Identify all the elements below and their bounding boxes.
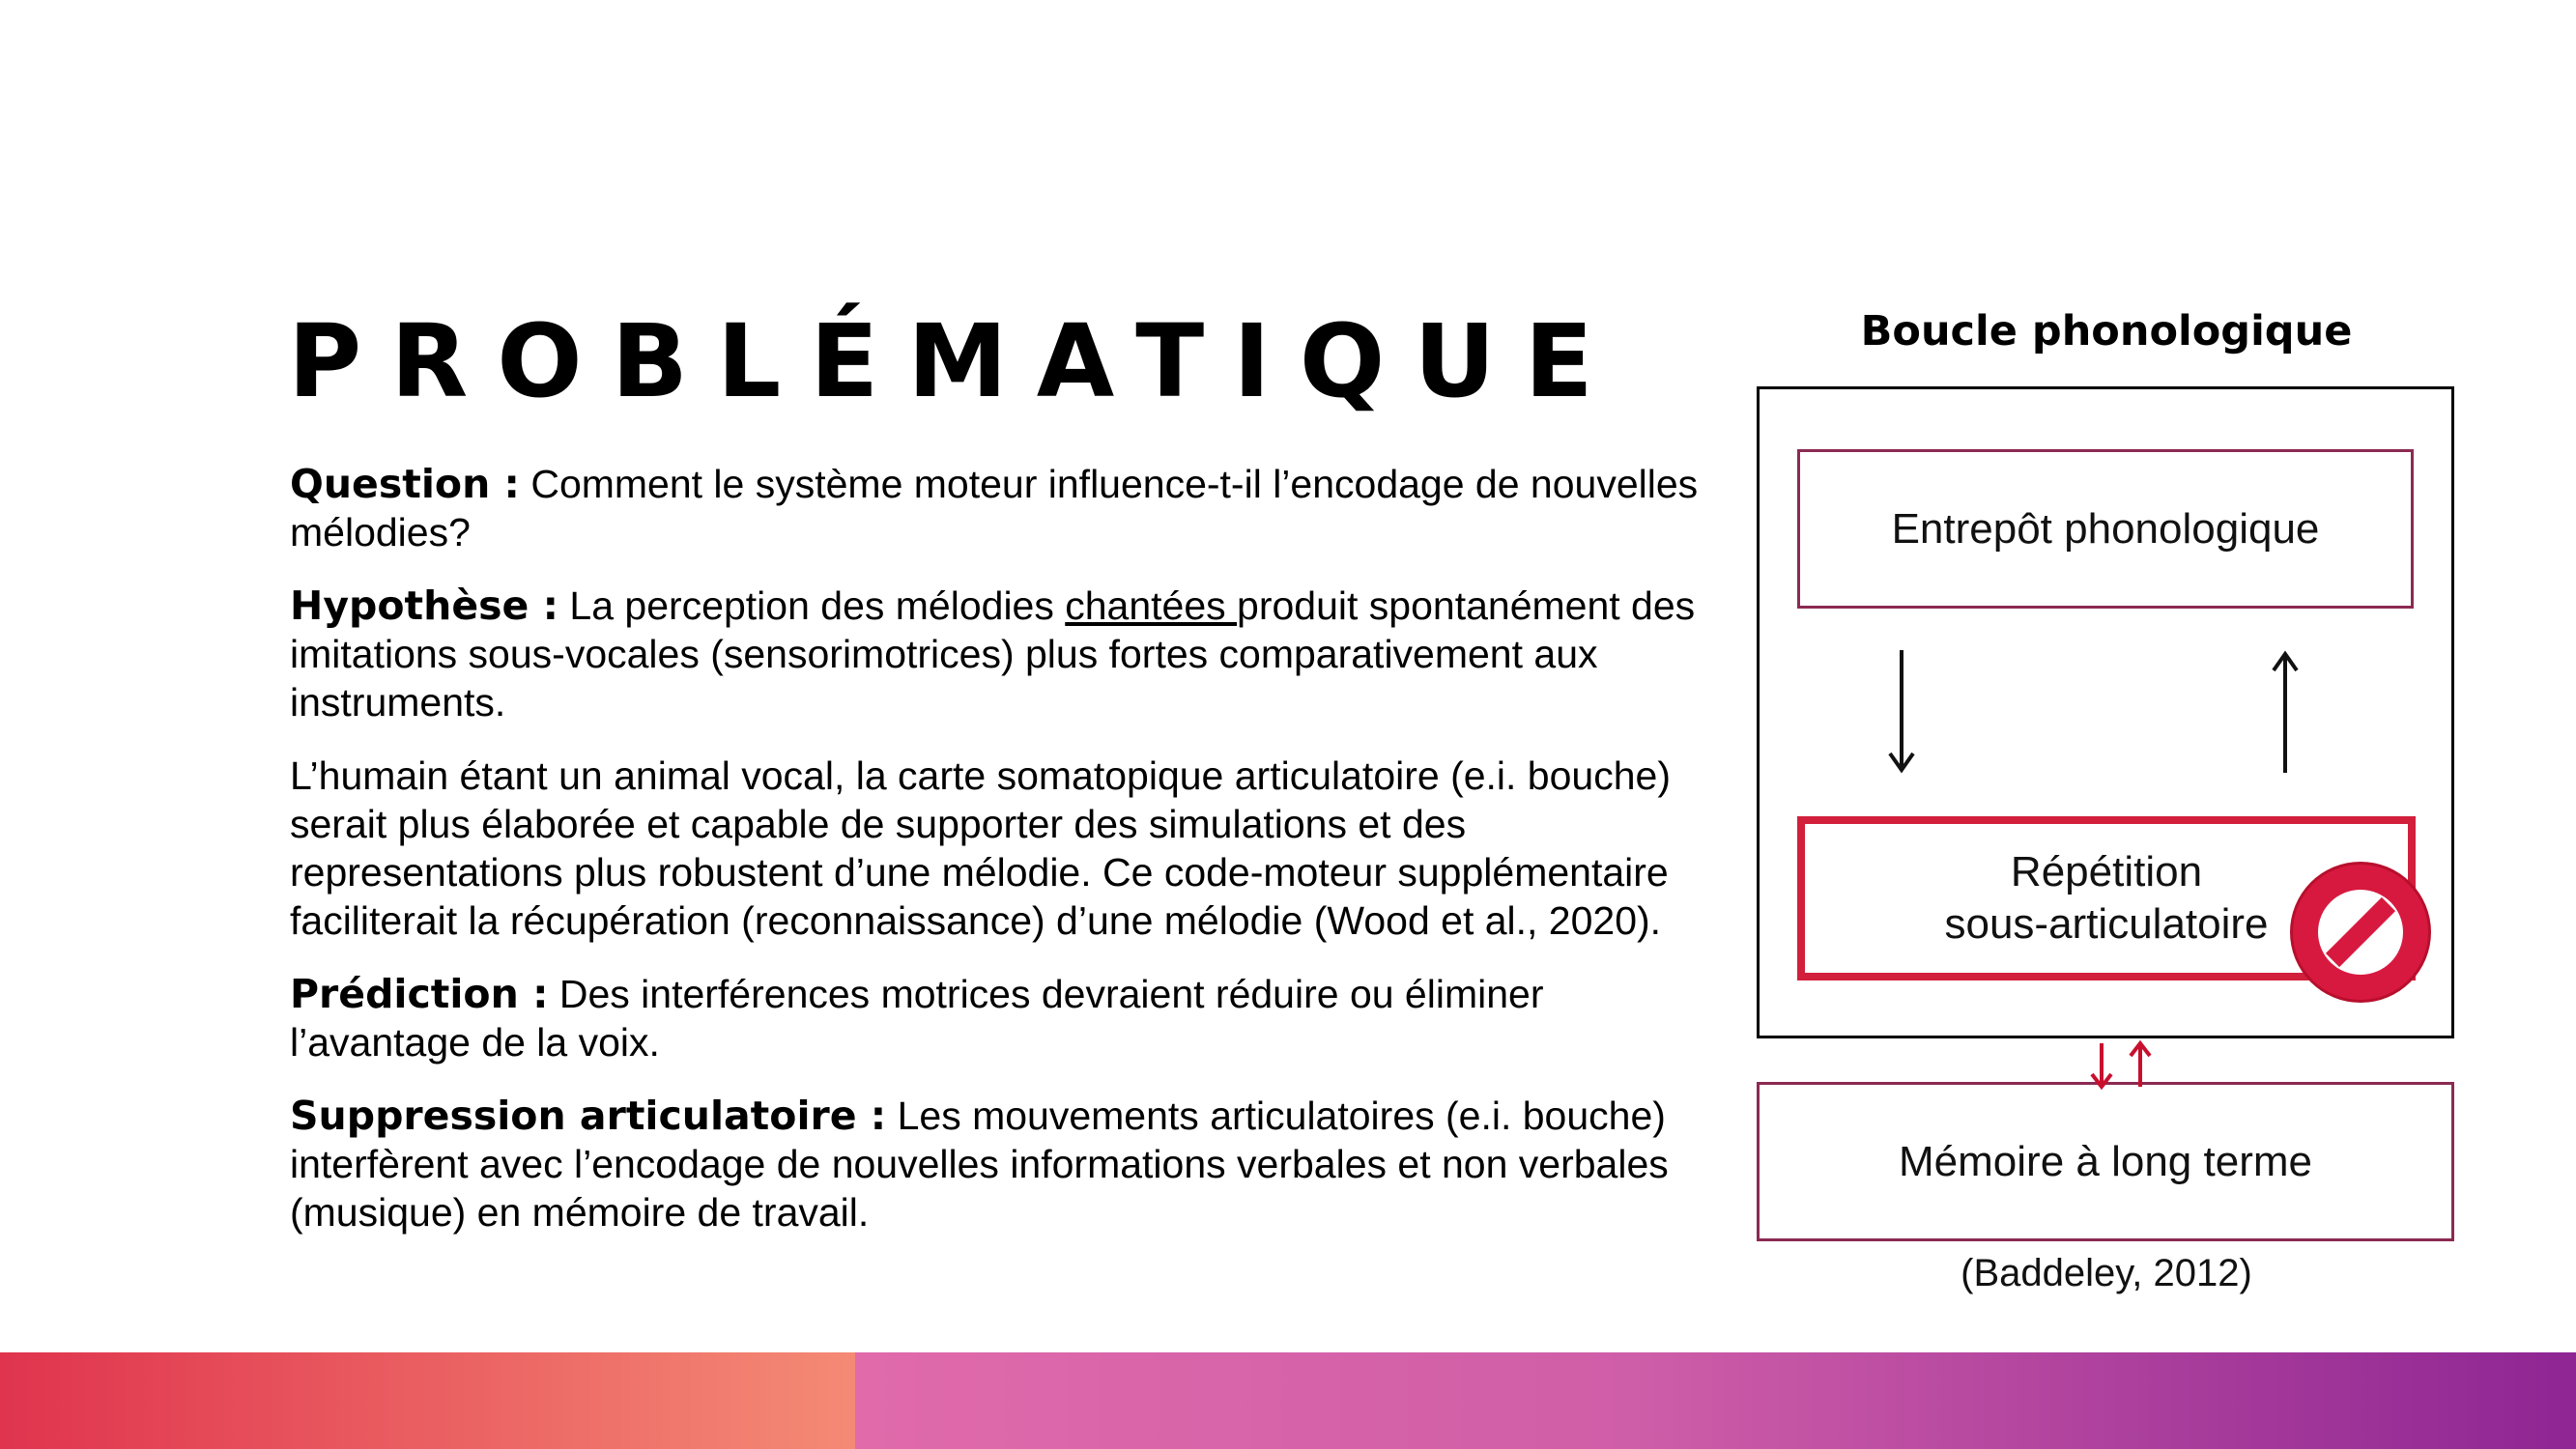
prediction-label: Prédiction :: [290, 971, 549, 1017]
question-label: Question :: [290, 461, 520, 507]
suppression-text: Les mouvements articulatoires (e.i. bouche) interfèrent avec l’encodage de nouvelles informations verbales et non verbales (musique) en mémoire de travail.: [290, 1094, 1669, 1235]
slide-title: PROBLÉMATIQUE: [288, 302, 1622, 420]
prohibition-icon: [2290, 862, 2431, 1003]
hypothesis-label: Hypothèse :: [290, 582, 559, 629]
hypothesis-text-before: La perception des mélodies: [558, 583, 1066, 628]
arrow-up-icon: [2274, 654, 2297, 773]
bottom-bar-right-segment: [855, 1352, 2576, 1449]
phonological-store-label: Entrepôt phonologique: [1891, 504, 2320, 553]
rehearsal-line-1: Répétition: [2010, 848, 2203, 895]
long-term-memory-label: Mémoire à long terme: [1899, 1137, 2312, 1185]
question-text: Comment le système moteur influence-t-il l’encodage de nouvelles mélodies?: [290, 462, 1699, 554]
hypothesis-underlined-word: chantées: [1065, 583, 1238, 628]
rehearsal-line-2: sous-articulatoire: [1944, 900, 2269, 948]
diagram-title: Boucle phonologique: [1860, 307, 2353, 355]
hypothesis-text-after: produit spontanément des imitations sous-vocales (sensorimotrices) plus fortes comparativement aux instruments.: [290, 583, 1696, 724]
red-arrow-up-icon: [2131, 1043, 2150, 1087]
red-arrow-down-icon: [2092, 1043, 2111, 1087]
prediction-text: Des interférences motrices devraient réduire ou éliminer l’avantage de la voix.: [290, 972, 1544, 1065]
arrow-down-icon: [1890, 650, 1913, 770]
diagram-citation: (Baddeley, 2012): [1961, 1252, 2252, 1294]
bottom-gradient-bar: [0, 1352, 2576, 1449]
bottom-bar-left-segment: [0, 1352, 855, 1449]
suppression-label: Suppression articulatoire :: [290, 1093, 887, 1139]
explanation-paragraph: L’humain étant un animal vocal, la carte somatopique articulatoire (e.i. bouche) serait plus élaborée et capable de supporter des simulations et des representations plus robustent d’une mélodie. Ce code-moteur supplémentaire faciliterait la récupération (reconnaissance) d’une mélodie (Wood et al., 2020).: [290, 753, 1671, 943]
